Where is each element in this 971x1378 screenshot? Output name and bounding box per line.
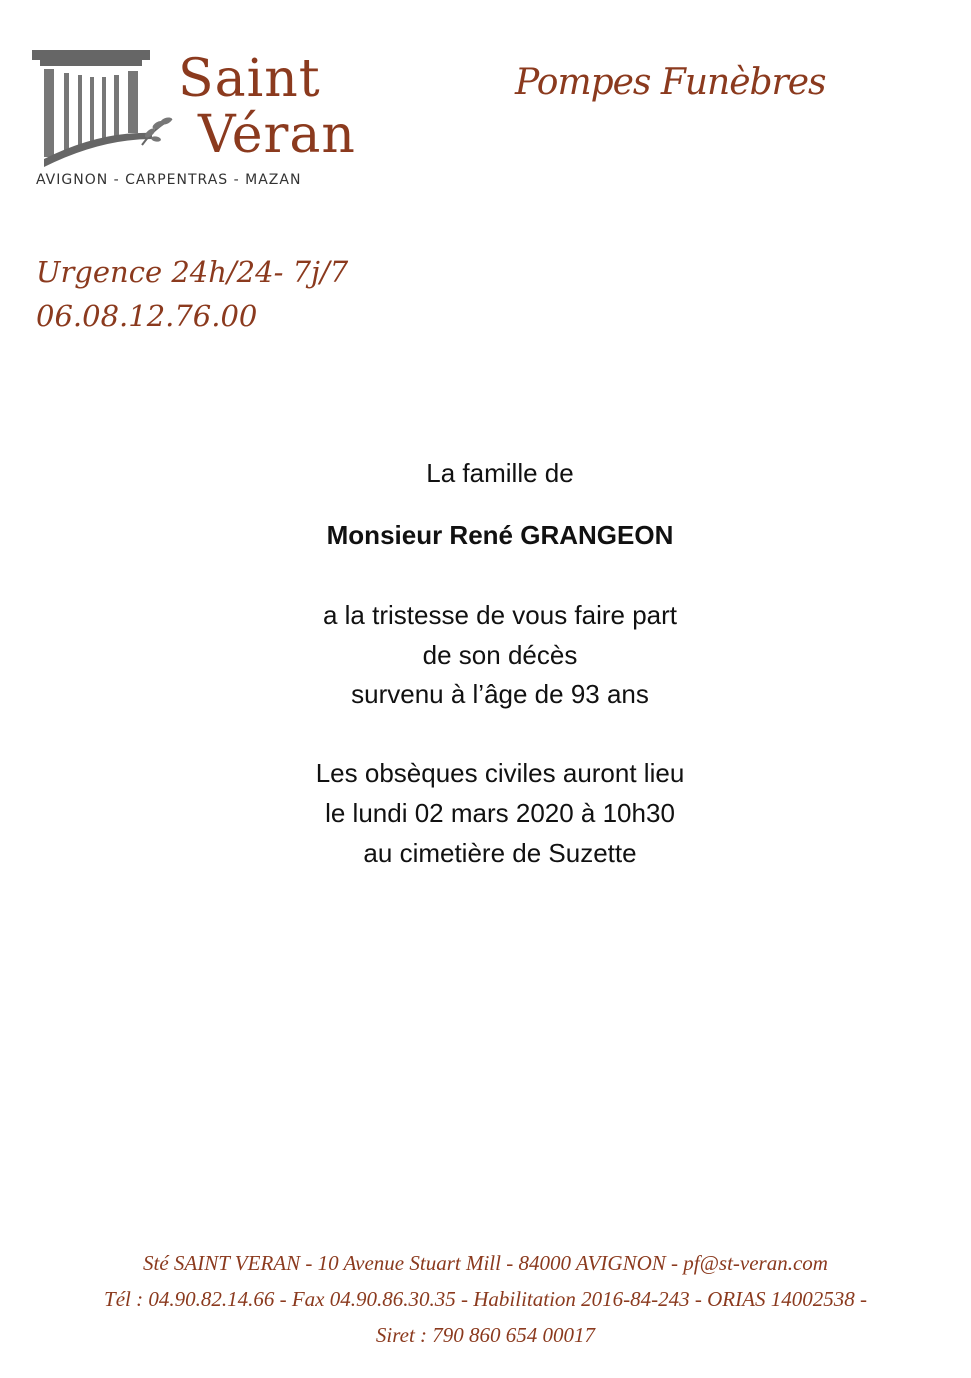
footer-siret: Siret : 790 860 654 00017 — [375, 1323, 596, 1347]
deceased-name: Monsieur René GRANGEON — [326, 520, 674, 550]
notice-line-date: le lundi 02 mars 2020 à 10h30 — [325, 798, 675, 828]
urgence-hours: Urgence 24h/24- 7j/7 — [36, 255, 349, 289]
notice-line-family: La famille de — [426, 458, 574, 488]
logo-name-line2: Véran — [198, 105, 356, 165]
brand-title: Pompes Funèbres — [515, 62, 826, 103]
urgence-block — [36, 250, 348, 338]
logo-cities: AVIGNON - CARPENTRAS - MAZAN — [36, 172, 302, 188]
notice-line-funeral: Les obsèques civiles auront lieu — [315, 758, 685, 788]
notice-line-death: de son décès — [422, 640, 578, 670]
company-logo — [30, 45, 375, 195]
footer-address: Sté SAINT VERAN - 10 Avenue Stuart Mill - 84000 AVIGNON - pf@st-veran.com — [143, 1251, 828, 1275]
footer-contact: Tél : 04.90.82.14.66 - Fax 04.90.86.30.35 - Habilitation 2016-84-243 - ORIAS 14002538 - — [104, 1287, 867, 1311]
notice-line-sadness: a la tristesse de vous faire part — [322, 600, 678, 630]
logo-name-line1: Saint — [178, 49, 321, 109]
notice-line-age: survenu à l’âge de 93 ans — [351, 679, 649, 709]
column-icon — [30, 45, 180, 170]
urgence-phone: 06.08.12.76.00 — [36, 299, 258, 333]
notice-line-place: au cimetière de Suzette — [363, 838, 637, 868]
